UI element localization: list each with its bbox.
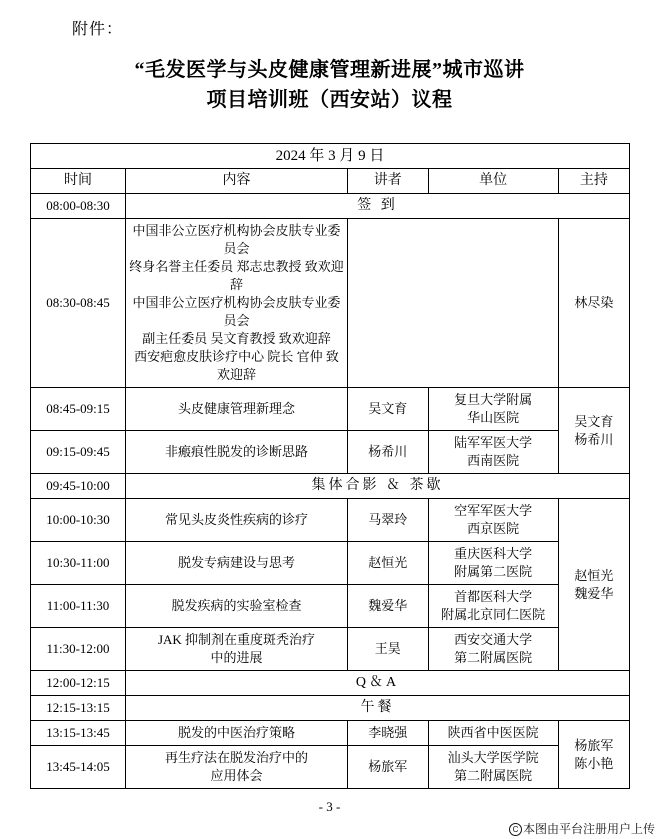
row-content (126, 628, 348, 671)
unit-line: 第二附属医院 (454, 768, 533, 783)
row-time: 11:30-12:00 (31, 628, 126, 671)
row-speaker: 李晓强 (348, 721, 429, 746)
row-speaker: 魏爱华 (348, 585, 429, 628)
row-unit (428, 746, 558, 789)
unit-line: 西京医院 (467, 521, 520, 536)
column-header-speaker: 讲者 (348, 169, 429, 194)
host-line: 陈小艳 (574, 755, 614, 771)
unit-line: 空军军医大学 (454, 503, 533, 518)
content-line: JAK 抑制剂在重度斑秃治疗 (157, 632, 316, 647)
content-line: 终身名誉主任委员 郑志忠教授 致欢迎辞 (129, 259, 344, 292)
row-speaker: 王昊 (348, 628, 429, 671)
row-time: 13:45-14:05 (31, 746, 126, 789)
row-speaker: 杨旅军 (348, 746, 429, 789)
content-line: 头皮健康管理新理念 (178, 401, 296, 416)
content-line: 脱发专病建设与思考 (178, 555, 296, 570)
row-unit (348, 219, 559, 388)
row-content (126, 585, 348, 628)
content-line: 应用体会 (210, 768, 263, 783)
page-number: - 3 - (318, 799, 341, 814)
row-time: 11:00-11:30 (31, 585, 126, 628)
row-host (558, 721, 629, 789)
column-header-content: 内容 (126, 169, 348, 194)
host-line: 杨旅军 (574, 737, 614, 753)
table-row (31, 388, 630, 431)
unit-line: 陕西省中医医院 (447, 725, 539, 740)
unit-line: 附属第二医院 (454, 564, 533, 579)
row-content (126, 746, 348, 789)
table-row (31, 746, 630, 789)
row-host (558, 499, 629, 671)
row-time: 12:15-13:15 (31, 696, 126, 721)
table-row-date (31, 144, 630, 169)
unit-line: 首都医科大学 (454, 589, 533, 604)
host-line: 赵恒光 (574, 567, 614, 583)
column-header-unit: 单位 (428, 169, 558, 194)
table-row (31, 542, 630, 585)
copyright-icon: C (509, 823, 522, 836)
attachment-label: 附件： (72, 21, 124, 38)
host-line: 吴文育 (574, 413, 614, 429)
row-host (558, 219, 629, 388)
content-line: 副主任委员 吴文育教授 致欢迎辞 (142, 331, 331, 346)
unit-line: 华山医院 (467, 410, 520, 425)
row-content (126, 219, 348, 388)
unit-line: 汕头大学医学院 (447, 750, 539, 765)
row-unit (428, 499, 558, 542)
row-content (126, 721, 348, 746)
content-line: 常见头皮炎性疾病的诊疗 (165, 512, 309, 527)
row-speaker: 杨希川 (348, 431, 429, 474)
host-line: 杨希川 (574, 431, 614, 447)
row-full-text: 集体合影 ＆ 茶歇 (126, 474, 630, 499)
row-unit (428, 431, 558, 474)
date-header: 2024 年 3 月 9 日 (31, 144, 630, 169)
row-unit (428, 542, 558, 585)
host-line: 魏爱华 (574, 585, 614, 601)
row-speaker: 吴文育 (348, 388, 429, 431)
row-time: 09:15-09:45 (31, 431, 126, 474)
document-title (0, 55, 659, 115)
unit-line: 复旦大学附属 (454, 392, 533, 407)
watermark (509, 820, 655, 837)
table-row (31, 474, 630, 499)
table-row (31, 499, 630, 542)
table-row (31, 219, 630, 388)
table-row (31, 431, 630, 474)
content-line: 非瘢痕性脱发的诊断思路 (165, 444, 309, 459)
content-line: 中的进展 (210, 650, 263, 665)
agenda-table (30, 143, 630, 789)
unit-line: 第二附属医院 (454, 650, 533, 665)
unit-line: 西南医院 (467, 453, 520, 468)
row-full-text: Q＆A (126, 671, 630, 696)
title-line-1: “毛发医学与头皮健康管理新进展”城市巡讲 (134, 59, 525, 81)
row-unit (428, 721, 558, 746)
unit-line: 陆军军医大学 (454, 435, 533, 450)
table-row (31, 671, 630, 696)
table-row (31, 194, 630, 219)
row-time: 10:30-11:00 (31, 542, 126, 585)
row-host (558, 388, 629, 474)
row-content (126, 542, 348, 585)
content-line: 脱发疾病的实验室检查 (171, 598, 302, 613)
content-line: 再生疗法在脱发治疗中的 (165, 750, 309, 765)
table-row (31, 585, 630, 628)
table-row (31, 696, 630, 721)
content-line: 西安疤愈皮肤诊疗中心 院长 官仲 致欢迎辞 (134, 349, 339, 382)
row-unit (428, 628, 558, 671)
unit-line: 西安交通大学 (454, 632, 533, 647)
row-time: 13:15-13:45 (31, 721, 126, 746)
row-speaker: 赵恒光 (348, 542, 429, 585)
row-content (126, 499, 348, 542)
column-header-host: 主持 (558, 169, 629, 194)
row-speaker: 马翠玲 (348, 499, 429, 542)
row-time: 12:00-12:15 (31, 671, 126, 696)
row-full-text: 午餐 (126, 696, 630, 721)
table-row (31, 721, 630, 746)
host-line: 林尽染 (574, 295, 614, 310)
column-header-time: 时间 (31, 169, 126, 194)
row-time: 08:45-09:15 (31, 388, 126, 431)
unit-line: 重庆医科大学 (454, 546, 533, 561)
row-unit (428, 585, 558, 628)
row-content (126, 388, 348, 431)
row-content (126, 431, 348, 474)
table-row (31, 628, 630, 671)
row-time: 08:00-08:30 (31, 194, 126, 219)
content-line: 脱发的中医治疗策略 (178, 725, 296, 740)
row-time: 10:00-10:30 (31, 499, 126, 542)
row-unit (428, 388, 558, 431)
watermark-text: 本图由平台注册用户上传 (522, 822, 655, 836)
table-header-row (31, 169, 630, 194)
content-line: 中国非公立医疗机构协会皮肤专业委员会 (132, 295, 341, 328)
row-full-text: 签 到 (126, 194, 630, 219)
content-line: 中国非公立医疗机构协会皮肤专业委员会 (132, 223, 341, 256)
unit-line: 附属北京同仁医院 (441, 607, 546, 622)
row-time: 09:45-10:00 (31, 474, 126, 499)
row-time: 08:30-08:45 (31, 219, 126, 388)
title-line-2: 项目培训班（西安站）议程 (206, 89, 453, 111)
